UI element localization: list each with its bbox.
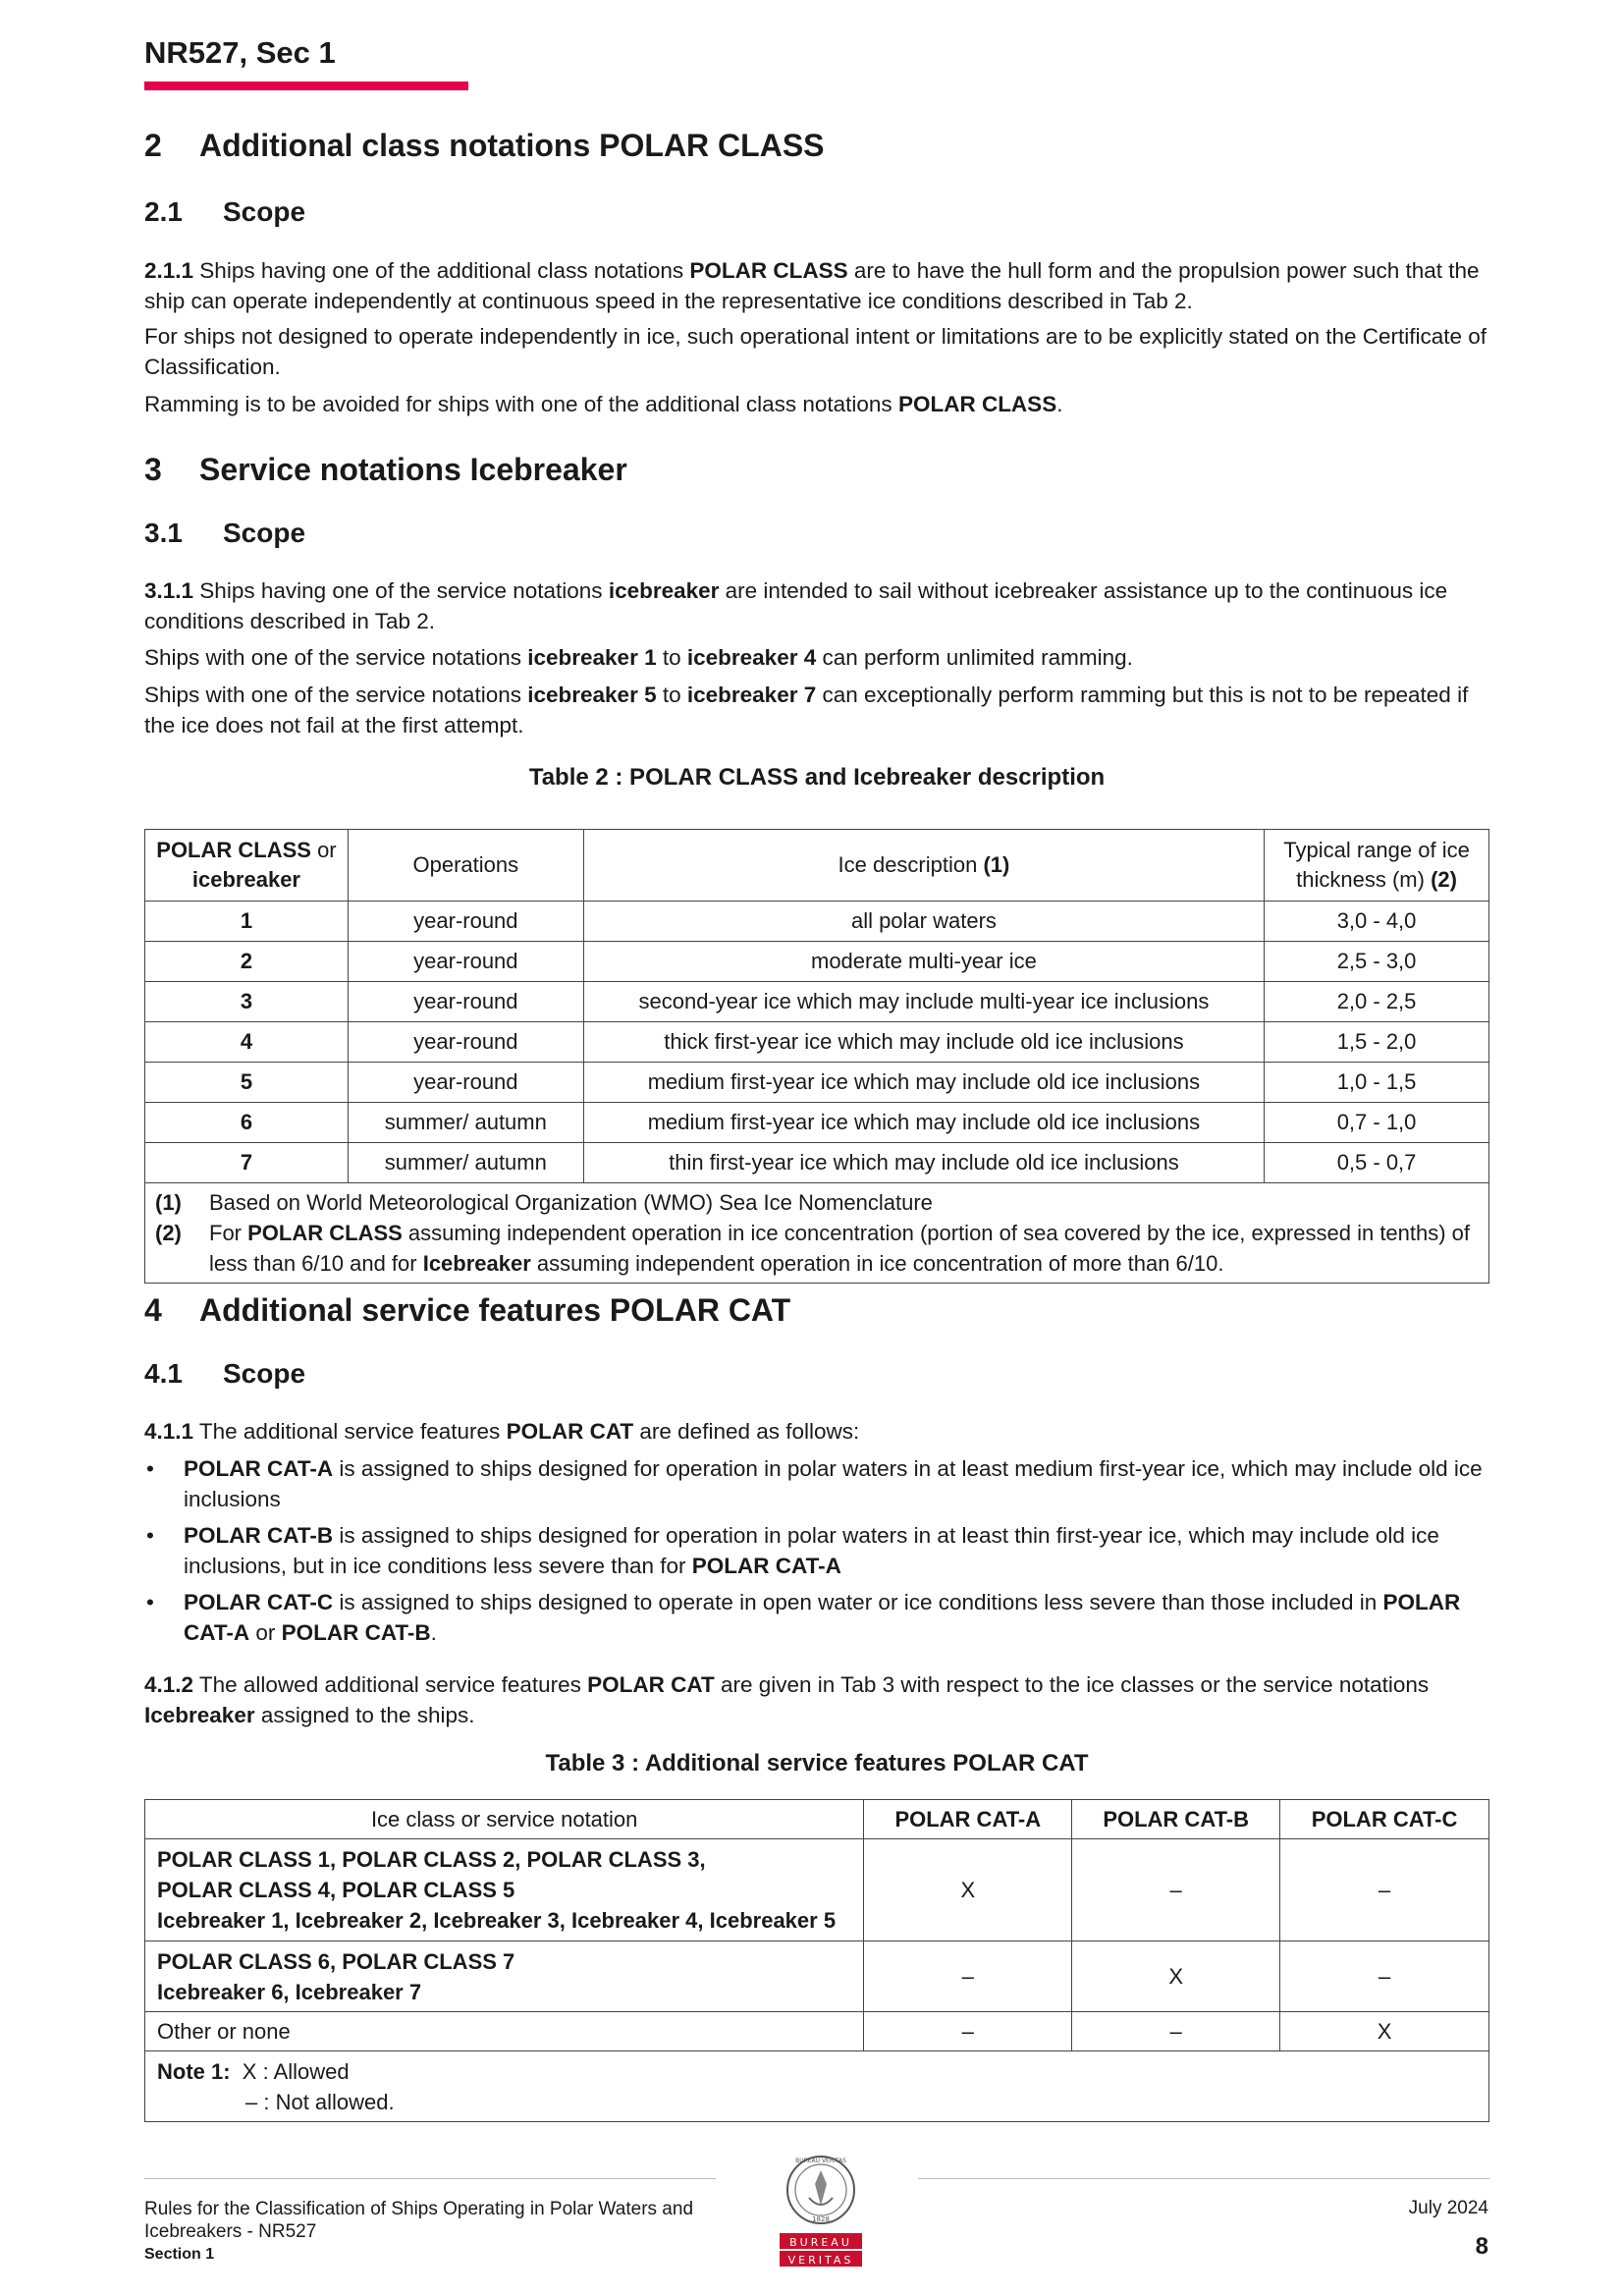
table-2 (144, 829, 1489, 1284)
footer-divider (918, 2178, 1489, 2179)
table-row: 4 year-round thick first-year ice which may include old ice inclusions 1,5 - 2,0 (145, 1022, 1489, 1063)
table-3 (144, 1799, 1489, 2122)
section-number: 3 (144, 452, 162, 487)
table-row: 7 summer/ autumn thin first-year ice which may include old ice inclusions 0,5 - 0,7 (145, 1143, 1489, 1183)
table-row: 2 year-round moderate multi-year ice 2,5 - 3,0 (145, 942, 1489, 982)
header-accent-bar (144, 82, 468, 90)
logo-seal-icon (776, 2151, 866, 2270)
table-row: 1 year-round all polar waters 3,0 - 4,0 (145, 902, 1489, 942)
subsection-title: Scope (223, 1358, 306, 1389)
subsection-3-1-heading (144, 518, 305, 549)
paragraph: Ramming is to be avoided for ships with one of the additional class notations POLAR CLASS. (144, 392, 1063, 416)
table-notes: (1) Based on World Meteorological Organization (WMO) Sea Ice Nomenclature (2) For POLAR CLASS assuming independent operation in ice concentration (portion of sea covered by the ice, expressed in tenths) of less than 6/10 and for Icebreaker assuming independent operation in ice concentration of more than 6/10. (145, 1183, 1489, 1284)
svg-text:BUREAU: BUREAU (789, 2236, 852, 2249)
subsection-number: 2.1 (144, 196, 183, 227)
table-3-caption: Table 3 : Additional service features POLAR CAT (545, 1750, 1089, 1777)
table-2-caption: Table 2 : POLAR CLASS and Icebreaker description (528, 764, 1106, 791)
svg-text:1828: 1828 (812, 2215, 830, 2223)
footer-meta (1409, 2198, 1488, 2261)
column-header: Ice class or service notation (145, 1800, 864, 1839)
footer-document-title: Rules for the Classification of Ships Operating in Polar Waters and Icebreakers - NR527 Section 1 (144, 2199, 694, 2263)
table-notes: Note 1: X : Allowed – : Not allowed. (145, 2051, 1489, 2122)
table-notes-row (145, 2051, 1489, 2122)
paragraph: Ships with one of the service notations icebreaker 5 to icebreaker 7 can exceptionally perform ramming but this is not to be repeated if the ice does not fail at the first attempt. (144, 683, 1469, 738)
column-header: Typical range of ice thickness (m) (2) (1265, 830, 1489, 902)
column-header: POLAR CAT-B (1072, 1800, 1280, 1839)
table-notes-row (145, 1183, 1489, 1284)
subsection-title: Scope (223, 518, 306, 548)
paragraph: For ships not designed to operate independently in ice, such operational intent or limitations are to be explicitly stated on the Certificate of Classification. (144, 324, 1487, 379)
subsection-title: Scope (223, 196, 306, 227)
subsection-number: 4.1 (144, 1358, 183, 1389)
paragraph-2-1-1: 2.1.1 Ships having one of the additional class notations POLAR CLASS are to have the hull form and the propulsion power such that the ship can operate independently at continuous speed in the representative ice conditions described in Tab 2. (144, 258, 1480, 313)
footer-date: July 2024 (1408, 2198, 1488, 2218)
table-row: POLAR CLASS 6, POLAR CLASS 7 Icebreaker 6, Icebreaker 7 – X – (145, 1941, 1489, 2012)
row-label: POLAR CLASS 6, POLAR CLASS 7 Icebreaker 6, Icebreaker 7 (145, 1941, 864, 2012)
table-header-row (145, 1800, 1489, 1839)
subsection-4-1-heading (144, 1358, 305, 1390)
table-row: 5 year-round medium first-year ice which may include old ice inclusions 1,0 - 1,5 (145, 1063, 1489, 1103)
bullet-list (144, 1453, 1489, 1648)
section-number: 2 (144, 128, 162, 163)
subsection-number: 3.1 (144, 518, 183, 548)
svg-text:VERITAS: VERITAS (787, 2254, 854, 2267)
section-2-heading (144, 128, 825, 164)
paragraph: Ships with one of the service notations icebreaker 1 to icebreaker 4 can perform unlimited ramming. (144, 645, 1133, 670)
svg-text:BUREAU VERITAS: BUREAU VERITAS (795, 2158, 846, 2164)
column-header: Ice description (1) (583, 830, 1264, 902)
table-row: POLAR CLASS 1, POLAR CLASS 2, POLAR CLASS 3, POLAR CLASS 4, POLAR CLASS 5 Icebreaker 1, Icebreaker 2, Icebreaker 3, Icebreaker 4, Icebreaker 5 X – – (145, 1839, 1489, 1941)
section-4-heading (144, 1292, 790, 1329)
paragraph-3-1-1: 3.1.1 Ships having one of the service notations icebreaker are intended to sail without icebreaker assistance up to the continuous ice conditions described in Tab 2. (144, 578, 1448, 633)
footer-divider (144, 2178, 716, 2179)
document-reference: NR527, Sec 1 (144, 35, 336, 70)
paragraph-4-1-2: 4.1.2 The allowed additional service features POLAR CAT are given in Tab 3 with respect to the ice classes or the service notations Icebreaker assigned to the ships. (144, 1672, 1430, 1727)
row-label: POLAR CLASS 1, POLAR CLASS 2, POLAR CLASS 3, POLAR CLASS 4, POLAR CLASS 5 Icebreaker 1, Icebreaker 2, Icebreaker 3, Icebreaker 4, Icebreaker 5 (145, 1839, 864, 1941)
column-header: POLAR CAT-A (864, 1800, 1072, 1839)
page-number: 8 (1475, 2233, 1488, 2260)
table-row: 3 year-round second-year ice which may include multi-year ice inclusions 2,0 - 2,5 (145, 982, 1489, 1022)
row-label: Other or none (145, 2012, 864, 2051)
table-row: Other or none – – X (145, 2012, 1489, 2051)
section-3-heading (144, 452, 627, 488)
section-title: Additional class notations POLAR CLASS (199, 128, 825, 163)
section-title: Service notations Icebreaker (199, 452, 627, 487)
table-header-row (145, 830, 1489, 902)
list-item: • POLAR CAT-C is assigned to ships designed to operate in open water or ice conditions less severe than those included in POLAR CAT-A or POLAR CAT-B. (144, 1587, 1489, 1648)
column-header: Operations (348, 830, 583, 902)
paragraph-4-1-1: 4.1.1 The additional service features POLAR CAT are defined as follows: (144, 1419, 860, 1444)
section-title: Additional service features POLAR CAT (199, 1292, 791, 1328)
list-item: • POLAR CAT-A is assigned to ships designed for operation in polar waters in at least medium first-year ice, which may include old ice inclusions (144, 1453, 1489, 1514)
column-header: POLAR CAT-C (1280, 1800, 1489, 1839)
bureau-veritas-logo (776, 2151, 866, 2275)
table-row: 6 summer/ autumn medium first-year ice which may include old ice inclusions 0,7 - 1,0 (145, 1103, 1489, 1143)
subsection-2-1-heading (144, 196, 305, 228)
column-header: POLAR CLASS or icebreaker (145, 830, 349, 902)
list-item: • POLAR CAT-B is assigned to ships designed for operation in polar waters in at least thin first-year ice, which may include old ice inclusions, but in ice conditions less severe than for POLAR CAT-A (144, 1520, 1489, 1581)
section-number: 4 (144, 1292, 162, 1328)
